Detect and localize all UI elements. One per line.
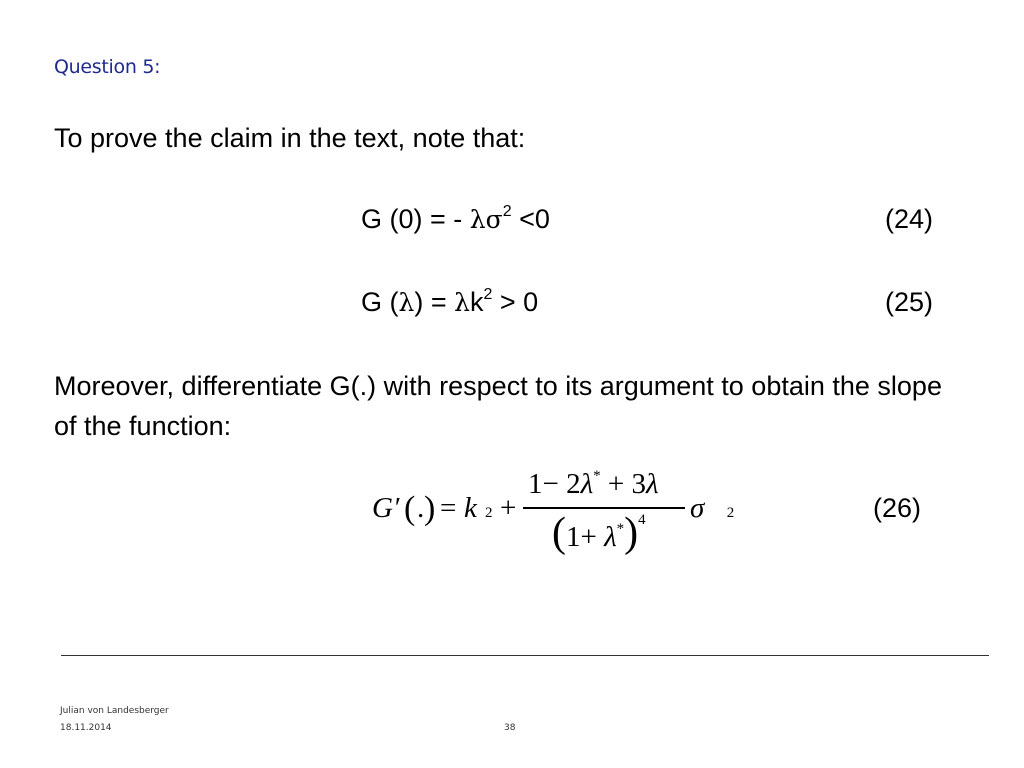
eq25-rhs: > 0 [492,287,539,317]
eq26-numerator-lambda: λ [580,468,594,500]
eq24-rhs: <0 [511,204,550,234]
equation-25-expression [361,284,538,321]
eq26-arg: . [417,492,425,524]
eq26-arg-close: ) [424,490,436,527]
eq26-k-exponent: 2 [485,505,493,521]
footer-author: Julian von Landesberger [60,706,169,716]
eq25-lambda: λ [398,288,415,317]
eq26-numerator-star: * [593,468,601,484]
eq25-k: k [469,287,484,317]
eq26-numerator-a: 1− 2 [528,468,581,500]
eq26-numerator [528,468,659,501]
eq25-lambda-2: λ [454,288,470,317]
equation-26-number: (26) [873,493,922,523]
eq26-sigma: σ [690,492,705,524]
paragraph-text: Moreover, differentiate G(.) with respect to its argument to obtain the slope of the function: [54,371,942,441]
eq26-lhs: G′ [372,492,400,524]
eq26-sigma-exponent: 2 [726,505,735,521]
eq26-k: k [464,492,477,524]
eq24-sigma: σ [485,205,503,234]
eq26-denominator-exponent: 4 [638,512,646,528]
eq25-lhs: G ( [361,287,399,317]
equation-26-formula [372,464,752,564]
eq26-denominator-a: 1+ [566,521,605,553]
equation-24-number: (24) [884,204,933,234]
eq26-fraction-bar [523,507,685,509]
eq26-numerator-lambda-2: λ [646,468,659,500]
equation-24 [361,201,933,237]
eq24-lambda: λ [469,205,486,234]
eq26-plus: + [500,492,517,524]
eq24-exponent: 2 [502,203,512,220]
eq26-denominator-lambda: λ [604,521,617,553]
eq25-mid: ) = [414,287,455,317]
eq24-lhs: G (0) = - [361,204,470,234]
footer-divider [61,655,989,656]
equation-25 [361,284,933,320]
eq26-denominator-close: ) [624,510,639,556]
equation-25-number: (25) [884,287,933,317]
eq26-numerator-b: + 3 [600,468,647,500]
equation-24-expression [361,201,550,238]
eq26-arg-open: ( [404,490,416,527]
footer-page-number: 38 [504,723,516,733]
intro-text: To prove the claim in the text, note that: [54,123,526,153]
eq26-denominator [552,512,646,554]
eq26-equals: = [440,492,457,524]
footer-date: 18.11.2014 [60,723,112,733]
eq25-exponent: 2 [483,286,493,303]
eq26-denominator-open: ( [552,510,566,556]
slide-title: Question 5: [54,56,161,78]
eq26-denominator-star: * [616,521,625,537]
